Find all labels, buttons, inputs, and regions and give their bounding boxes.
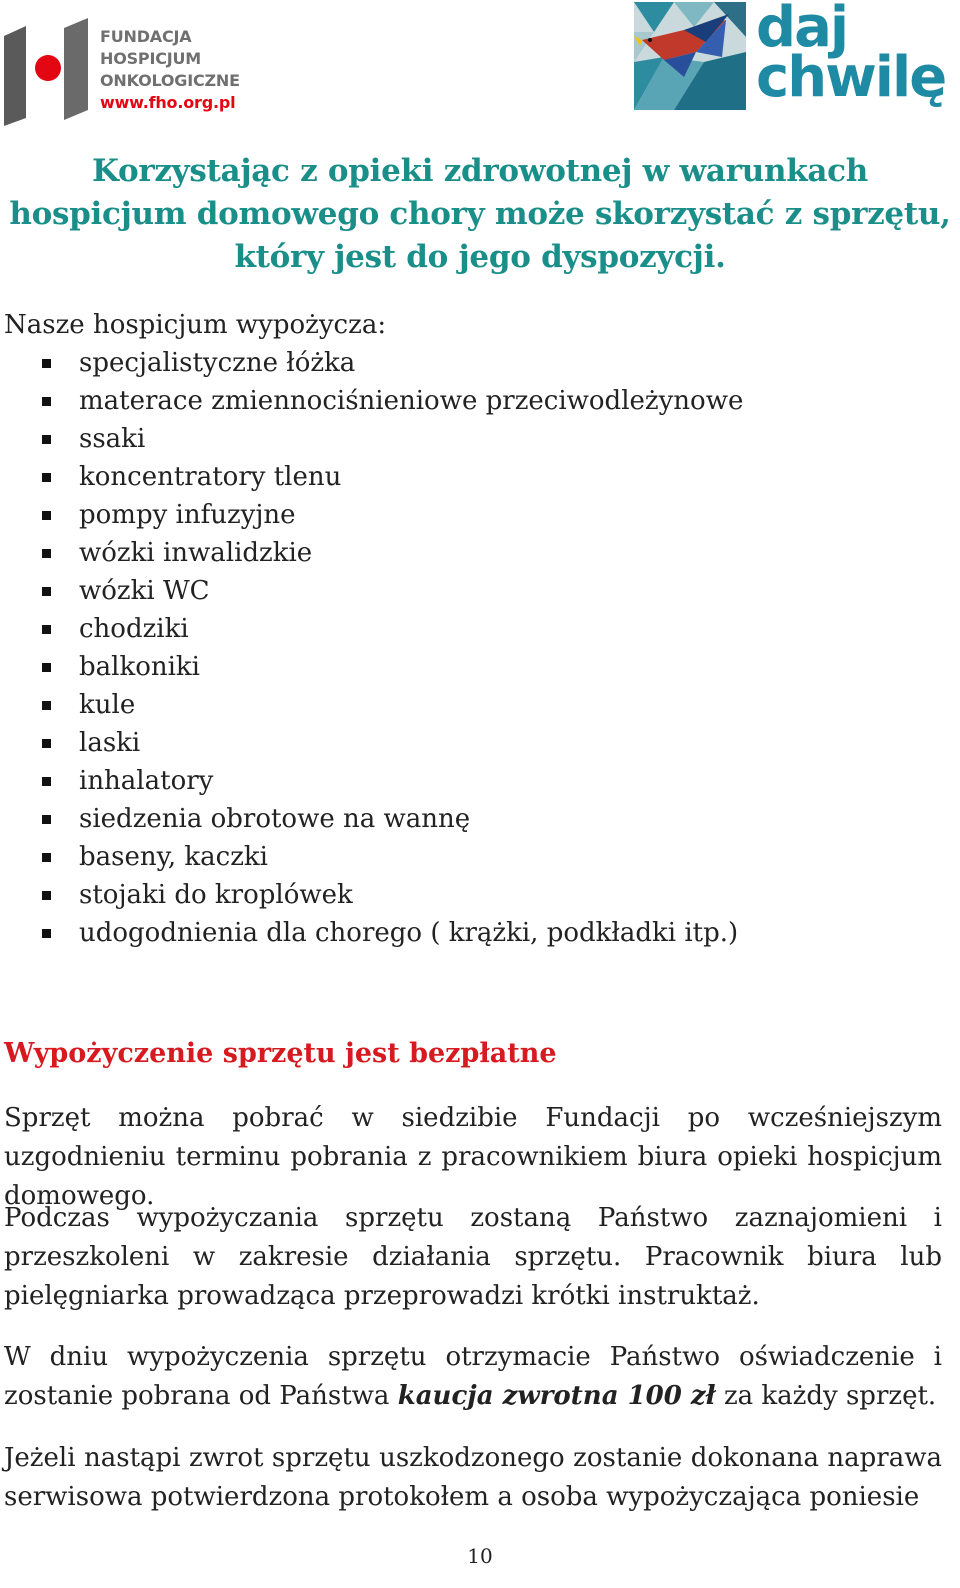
page-number: 10 bbox=[467, 1544, 493, 1568]
fho-logo-line3: ONKOLOGICZNE bbox=[100, 71, 240, 90]
deposit-amount: kaucja zwrotna 100 zł bbox=[397, 1381, 716, 1411]
square-bullet-icon bbox=[42, 435, 51, 444]
page-header bbox=[0, 0, 960, 130]
fho-logo bbox=[4, 18, 254, 126]
list-item-text: wózki inwalidzkie bbox=[79, 538, 313, 568]
list-item-text: kule bbox=[79, 690, 136, 720]
list-item-text: wózki WC bbox=[79, 576, 210, 606]
list-item bbox=[0, 572, 743, 610]
free-rental-notice: Wypożyczenie sprzętu jest bezpłatne bbox=[4, 1038, 557, 1069]
deposit-text-before: W dniu wypożyczenia sprzętu otrzymacie Państwo oświadczenie i zostanie pobrana od Państwa bbox=[4, 1342, 942, 1411]
daj-chwile-line1: daj bbox=[756, 0, 848, 60]
list-item-text: specjalistyczne łóżka bbox=[79, 348, 356, 378]
list-item-text: ssaki bbox=[79, 424, 146, 454]
square-bullet-icon bbox=[42, 587, 51, 596]
list-item bbox=[0, 876, 743, 914]
square-bullet-icon bbox=[42, 891, 51, 900]
daj-chwile-line2: chwilę bbox=[756, 45, 946, 110]
list-item bbox=[0, 800, 743, 838]
square-bullet-icon bbox=[42, 815, 51, 824]
list-item-text: udogodnienia dla chorego ( krążki, podkładki itp.) bbox=[79, 918, 739, 948]
list-item-text: balkoniki bbox=[79, 652, 200, 682]
fho-logo-url: www.fho.org.pl bbox=[100, 93, 236, 112]
list-item bbox=[0, 724, 743, 762]
fho-logo-line1: FUNDACJA bbox=[100, 27, 192, 46]
list-item-text: baseny, kaczki bbox=[79, 842, 268, 872]
square-bullet-icon bbox=[42, 777, 51, 786]
training-paragraph: Podczas wypożyczania sprzętu zostaną Państwo zaznajomieni i przeszkoleni w zakresie działania sprzętu. Pracownik biura lub pielęgniarka prowadząca przeprowadzi krótki instruktaż. bbox=[4, 1203, 942, 1311]
square-bullet-icon bbox=[42, 663, 51, 672]
list-item bbox=[0, 344, 743, 382]
list-item bbox=[0, 648, 743, 686]
square-bullet-icon bbox=[42, 701, 51, 710]
square-bullet-icon bbox=[42, 929, 51, 938]
heading-line-3: który jest do jego dyspozycji. bbox=[234, 239, 726, 275]
bird-mosaic-icon bbox=[634, 2, 746, 110]
list-item bbox=[0, 762, 743, 800]
list-item bbox=[0, 534, 743, 572]
list-item-text: materace zmiennociśnieniowe przeciwodleżynowe bbox=[79, 386, 744, 416]
fho-emblem-icon bbox=[4, 18, 96, 126]
list-item-text: koncentratory tlenu bbox=[79, 462, 342, 492]
square-bullet-icon bbox=[42, 549, 51, 558]
list-item bbox=[0, 458, 743, 496]
square-bullet-icon bbox=[42, 511, 51, 520]
list-item-text: laski bbox=[79, 728, 141, 758]
deposit-text-after: za każdy sprzęt. bbox=[715, 1381, 937, 1411]
heading-line-1: Korzystając z opieki zdrowotnej w warunkach bbox=[92, 153, 868, 189]
square-bullet-icon bbox=[42, 853, 51, 862]
list-item-text: inhalatory bbox=[79, 766, 214, 796]
square-bullet-icon bbox=[42, 473, 51, 482]
list-item bbox=[0, 914, 743, 952]
pickup-paragraph: Sprzęt można pobrać w siedzibie Fundacji po wcześniejszym uzgodnieniu terminu pobrania z pracownikiem biura opieki hospicjum domowego. bbox=[4, 1103, 942, 1211]
list-item bbox=[0, 838, 743, 876]
list-item-text: stojaki do kroplówek bbox=[79, 880, 353, 910]
list-item-text: chodziki bbox=[79, 614, 189, 644]
list-item bbox=[0, 420, 743, 458]
square-bullet-icon bbox=[42, 625, 51, 634]
list-item bbox=[0, 686, 743, 724]
list-item bbox=[0, 496, 743, 534]
square-bullet-icon bbox=[42, 739, 51, 748]
list-item bbox=[0, 610, 743, 648]
list-item-text: siedzenia obrotowe na wannę bbox=[79, 804, 471, 834]
page-heading bbox=[0, 150, 960, 279]
deposit-paragraph bbox=[4, 1338, 942, 1416]
daj-chwile-logo bbox=[634, 0, 954, 125]
heading-line-2: hospicjum domowego chory może skorzystać z sprzętu, bbox=[9, 196, 951, 232]
square-bullet-icon bbox=[42, 397, 51, 406]
list-item-text: pompy infuzyjne bbox=[79, 500, 296, 530]
equipment-intro: Nasze hospicjum wypożycza: bbox=[4, 310, 387, 340]
equipment-list bbox=[0, 344, 743, 952]
list-item bbox=[0, 382, 743, 420]
damage-paragraph: Jeżeli nastąpi zwrot sprzętu uszkodzonego zostanie dokonana naprawa serwisowa potwierdzona protokołem a osoba wypożyczająca poniesie bbox=[4, 1443, 942, 1512]
square-bullet-icon bbox=[42, 359, 51, 368]
fho-logo-line2: HOSPICJUM bbox=[100, 49, 202, 68]
